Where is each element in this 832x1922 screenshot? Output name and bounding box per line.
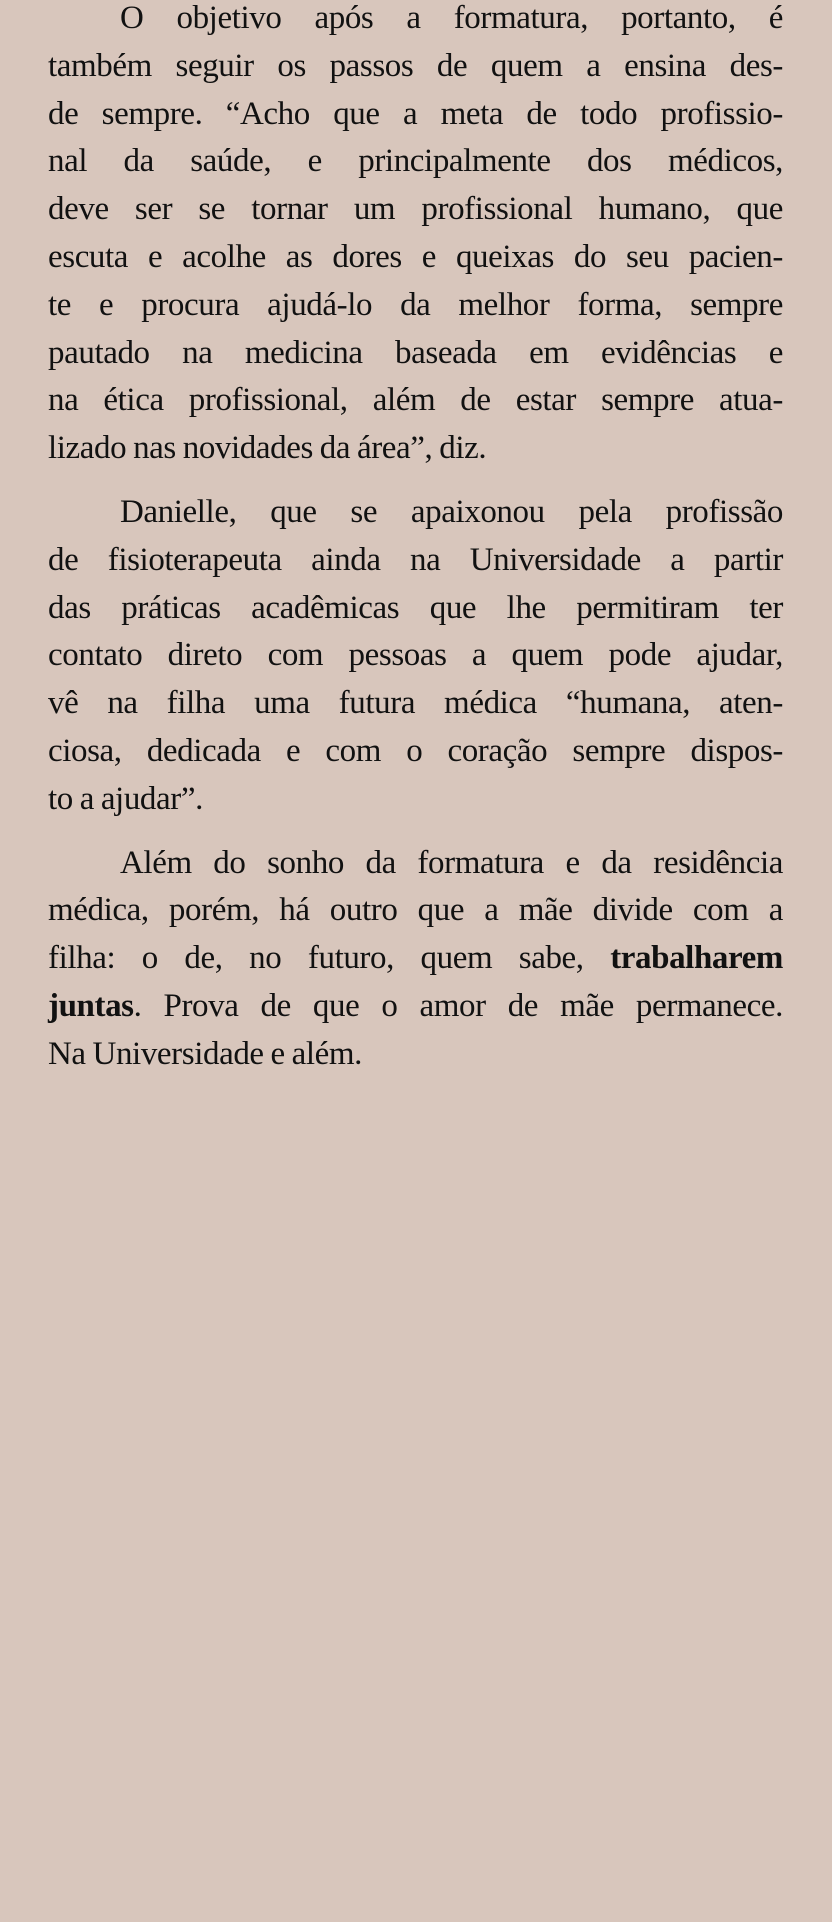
paragraph: [48, 489, 783, 824]
bold-text: trabalharem: [610, 940, 783, 977]
text-line: [48, 425, 783, 473]
text-line: [48, 537, 783, 585]
text-line: [48, 585, 783, 633]
text-line: [48, 489, 783, 537]
text-line: [48, 840, 783, 888]
text-segment: pautado na medicina baseada em evidências e: [48, 334, 783, 371]
text-line: [48, 138, 783, 186]
text-line: [48, 887, 783, 935]
text-segment: nal da saúde, e principalmente dos médicos,: [48, 143, 783, 180]
text-line: [48, 776, 783, 824]
text-segment: . Prova de que o amor de mãe permanece.: [133, 987, 783, 1024]
text-line: [48, 91, 783, 139]
text-line: [48, 632, 783, 680]
bold-text: juntas: [48, 987, 134, 1024]
text-segment: das práticas acadêmicas que lhe permitiram ter: [48, 589, 783, 626]
text-segment: na ética profissional, além de estar sempre atua-: [48, 382, 783, 419]
text-line: [48, 377, 783, 425]
text-line: [48, 234, 783, 282]
text-segment: filha: o de, no futuro, quem sabe,: [48, 940, 611, 977]
text-line: [48, 282, 783, 330]
text-segment: também seguir os passos de quem a ensina des-: [48, 47, 783, 84]
text-segment: ciosa, dedicada e com o coração sempre dispos-: [48, 732, 783, 769]
text-segment: O objetivo após a formatura, portanto, é: [120, 0, 783, 36]
text-segment: te e procura ajudá-lo da melhor forma, sempre: [48, 286, 783, 323]
text-segment: deve ser se tornar um profissional humano, que: [48, 191, 783, 228]
text-segment: de fisioterapeuta ainda na Universidade a partir: [48, 541, 783, 578]
text-segment: Além do sonho da formatura e da residência: [120, 844, 783, 881]
text-segment: médica, porém, há outro que a mãe divide com a: [48, 892, 783, 929]
text-line: [48, 935, 783, 983]
text-segment: de sempre. “Acho que a meta de todo profissio-: [48, 95, 783, 132]
text-line: [48, 43, 783, 91]
text-line: [48, 1031, 783, 1079]
text-segment: vê na filha uma futura médica “humana, aten-: [48, 685, 783, 722]
text-line: [48, 728, 783, 776]
text-segment: Danielle, que se apaixonou pela profissão: [120, 493, 783, 530]
text-line: [48, 330, 783, 378]
text-line: [48, 186, 783, 234]
text-segment: escuta e acolhe as dores e queixas do seu pacien-: [48, 238, 783, 275]
text-segment: to a ajudar”.: [48, 780, 203, 817]
paragraph: [48, 840, 783, 1079]
text-line: [48, 680, 783, 728]
text-segment: contato direto com pessoas a quem pode ajudar,: [48, 637, 783, 674]
text-segment: lizado nas novidades da área”, diz.: [48, 430, 487, 467]
paragraph: [48, 0, 783, 473]
text-line: [48, 0, 783, 43]
text-line: [48, 983, 783, 1031]
text-segment: Na Universidade e além.: [48, 1035, 362, 1072]
